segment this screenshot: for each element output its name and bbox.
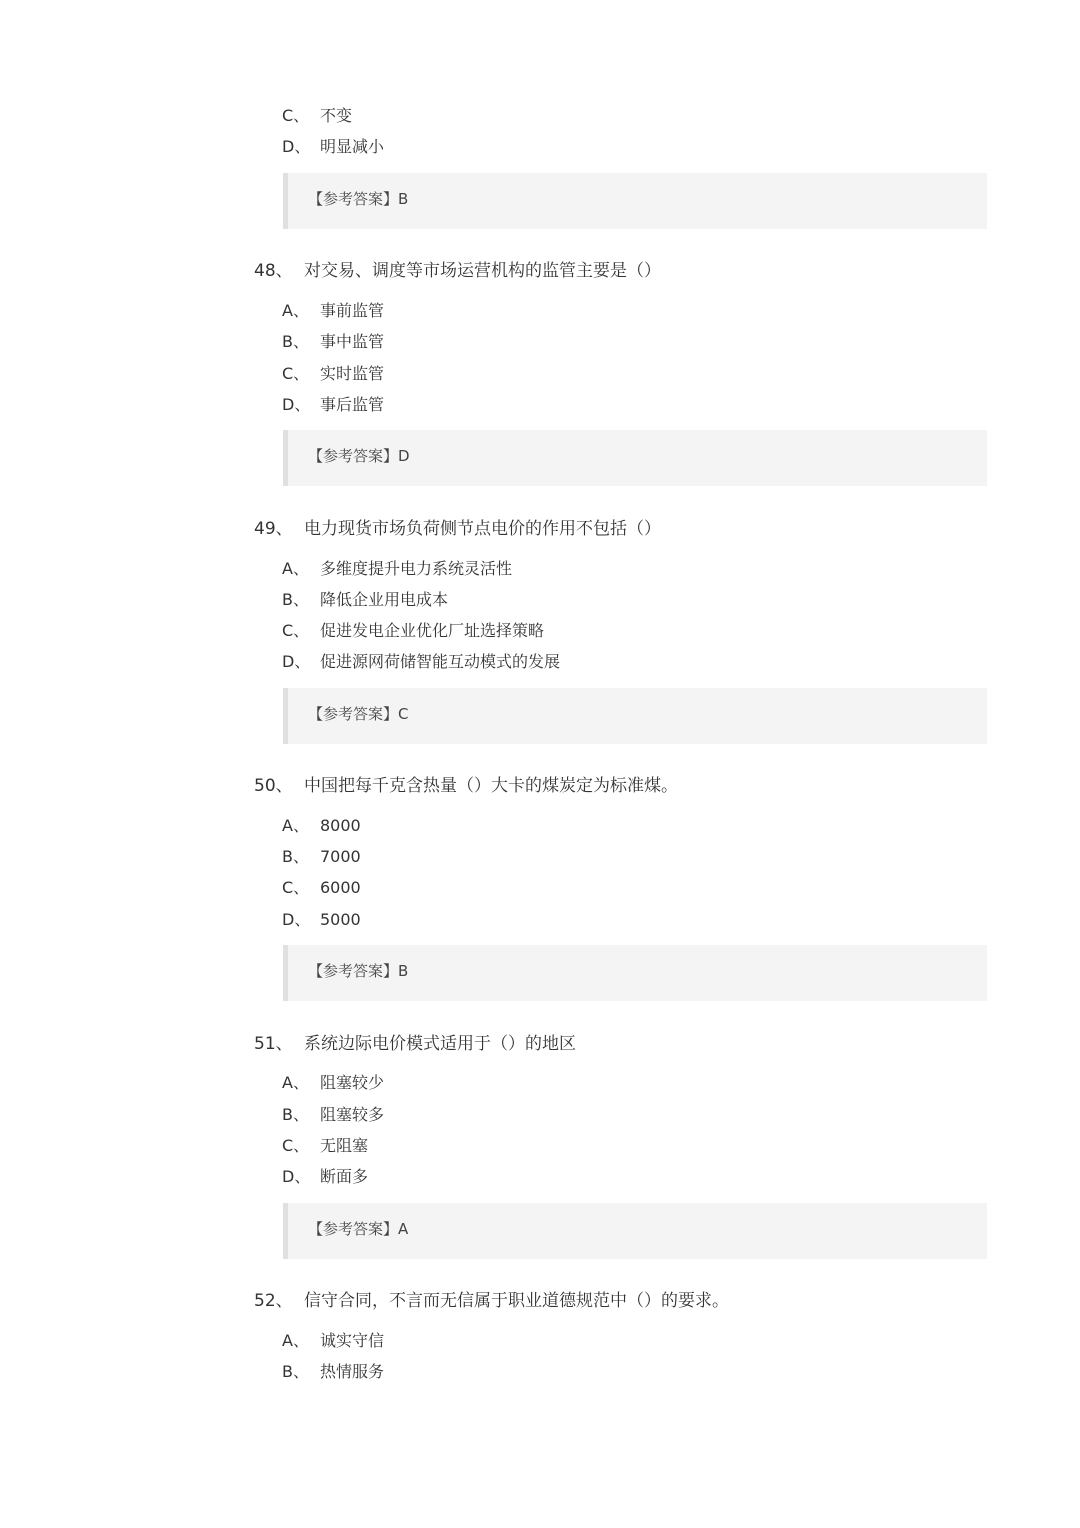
option-c — [282, 621, 544, 641]
option-letter: D、 — [282, 395, 311, 414]
option-a — [282, 1073, 384, 1093]
option-d — [282, 1167, 368, 1187]
option-text: 断面多 — [320, 1167, 369, 1186]
answer-box — [283, 688, 987, 744]
option-text: 事前监管 — [320, 301, 385, 320]
option-text: 热情服务 — [320, 1362, 385, 1381]
option-text: 阻塞较多 — [320, 1105, 385, 1124]
option-a — [282, 816, 361, 836]
answer-text: 【参考答案】B — [308, 190, 409, 208]
answer-box — [283, 945, 987, 1001]
question-number: 49、 — [254, 519, 293, 539]
option-letter: D、 — [282, 910, 311, 929]
option-text: 6000 — [320, 878, 361, 897]
option-text: 7000 — [320, 847, 361, 866]
question-49 — [254, 518, 661, 540]
answer-box — [283, 173, 987, 229]
answer-text: 【参考答案】B — [308, 962, 409, 980]
option-letter: A、 — [282, 1331, 309, 1350]
option-letter: A、 — [282, 1073, 309, 1092]
option-text: 无阻塞 — [320, 1136, 369, 1155]
option-letter: C、 — [282, 878, 310, 897]
option-c — [282, 1136, 368, 1156]
option-text: 诚实守信 — [320, 1331, 385, 1350]
option-text: 事中监管 — [320, 332, 385, 351]
option-text: 实时监管 — [320, 364, 385, 383]
answer-text: 【参考答案】A — [308, 1220, 409, 1238]
option-text: 不变 — [320, 106, 353, 125]
question-50 — [254, 775, 678, 797]
option-text: 明显减小 — [320, 137, 385, 156]
option-letter: A、 — [282, 816, 309, 835]
option-text: 阻塞较少 — [320, 1073, 385, 1092]
option-b — [282, 590, 448, 610]
option-letter: D、 — [282, 652, 311, 671]
option-letter: C、 — [282, 1136, 310, 1155]
question-51 — [254, 1033, 576, 1055]
option-letter: D、 — [282, 137, 311, 156]
option-b — [282, 1105, 384, 1125]
option-letter: C、 — [282, 364, 310, 383]
option-b — [282, 332, 384, 352]
answer-text: 【参考答案】D — [308, 447, 410, 465]
option-letter: B、 — [282, 1105, 309, 1124]
question-text: 中国把每千克含热量（）大卡的煤炭定为标准煤。 — [304, 776, 678, 796]
option-b — [282, 1362, 384, 1382]
question-text: 系统边际电价模式适用于（）的地区 — [304, 1034, 576, 1054]
option-letter: B、 — [282, 332, 309, 351]
question-number: 48、 — [254, 261, 293, 281]
option-d — [282, 395, 384, 415]
question-52 — [254, 1290, 729, 1312]
option-letter: C、 — [282, 106, 310, 125]
option-letter: B、 — [282, 590, 309, 609]
option-text: 多维度提升电力系统灵活性 — [320, 559, 513, 578]
option-letter: A、 — [282, 559, 309, 578]
question-number: 51、 — [254, 1034, 293, 1054]
answer-box — [283, 1203, 987, 1259]
question-number: 52、 — [254, 1291, 293, 1311]
question-text: 信守合同，不言而无信属于职业道德规范中（）的要求。 — [304, 1291, 729, 1311]
question-48 — [254, 260, 661, 282]
option-c — [282, 878, 361, 898]
option-text: 5000 — [320, 910, 361, 929]
option-letter: B、 — [282, 847, 309, 866]
option-a — [282, 1331, 384, 1351]
question-number: 50、 — [254, 776, 293, 796]
option-d — [282, 910, 361, 930]
option-text: 降低企业用电成本 — [320, 590, 449, 609]
option-c — [282, 106, 352, 126]
question-text: 对交易、调度等市场运营机构的监管主要是（） — [304, 261, 661, 281]
option-d — [282, 652, 560, 672]
option-letter: A、 — [282, 301, 309, 320]
option-letter: D、 — [282, 1167, 311, 1186]
answer-box — [283, 430, 987, 486]
option-a — [282, 559, 512, 579]
option-a — [282, 301, 384, 321]
answer-text: 【参考答案】C — [308, 705, 409, 723]
option-text: 事后监管 — [320, 395, 385, 414]
option-text: 8000 — [320, 816, 361, 835]
option-text: 促进源网荷储智能互动模式的发展 — [320, 652, 561, 671]
option-letter: B、 — [282, 1362, 309, 1381]
option-b — [282, 847, 361, 867]
option-c — [282, 364, 384, 384]
option-d — [282, 137, 384, 157]
option-text: 促进发电企业优化厂址选择策略 — [320, 621, 545, 640]
option-letter: C、 — [282, 621, 310, 640]
question-text: 电力现货市场负荷侧节点电价的作用不包括（） — [304, 519, 661, 539]
